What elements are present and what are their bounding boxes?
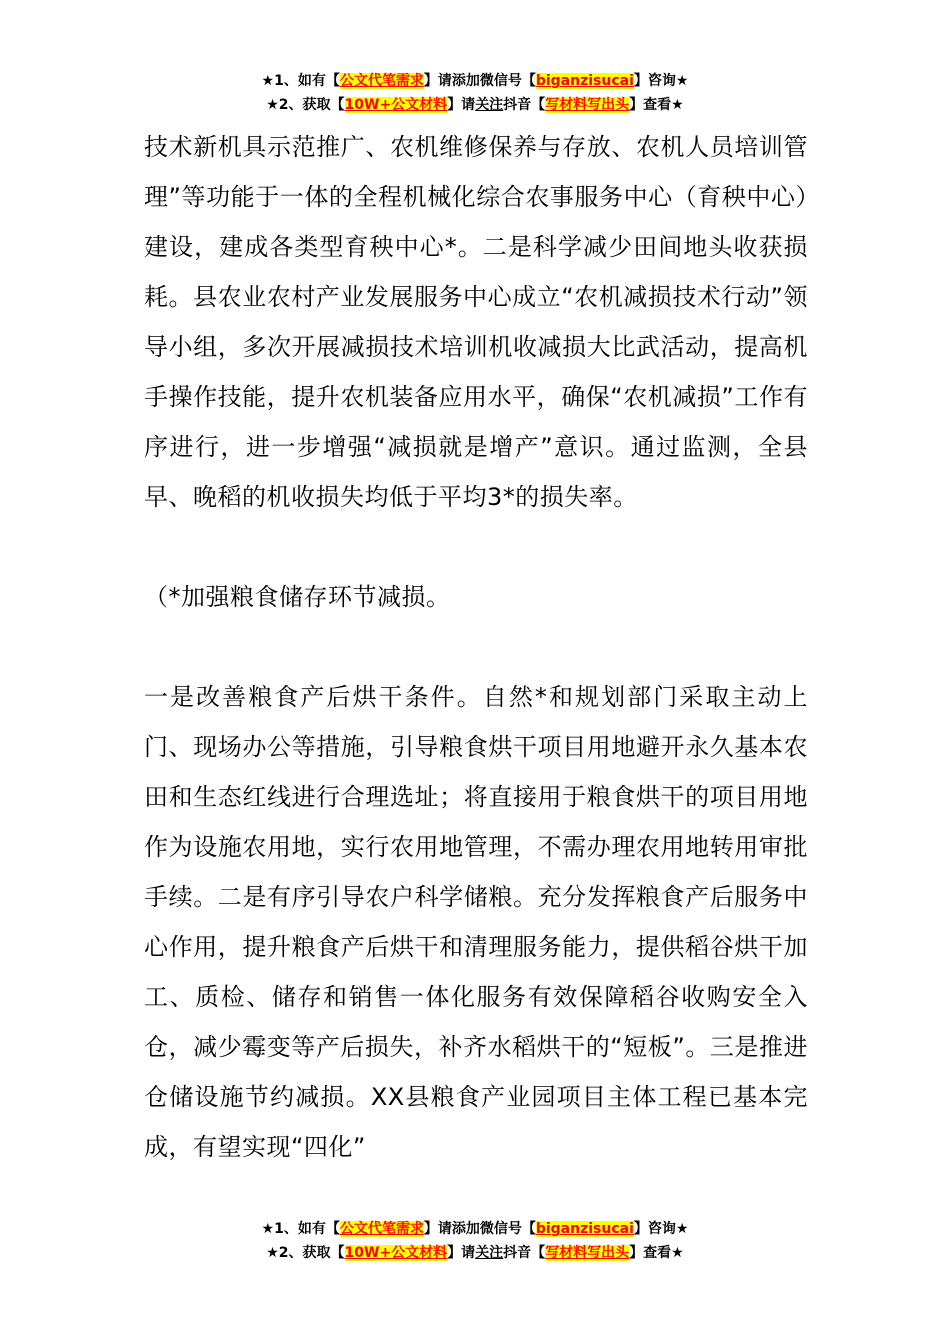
paragraph-spacer bbox=[144, 622, 808, 672]
promo-line-1: ★1、如有【公文代笔需求】请添加微信号【biganzisucai】咨询★ bbox=[261, 73, 689, 89]
promo-highlight-wechat-id: biganzisucai bbox=[535, 73, 634, 89]
promo-highlight-wechat-id: biganzisucai bbox=[535, 1221, 634, 1237]
body-paragraph-2: 一是改善粮食产后烘干条件。自然*和规划部门采取主动上门、现场办公等措施，引导粮食烘干项目用地避开永久基本农田和生态红线进行合理选址；将直接用于粮食烘干的项目用地作为设施农用地，实行农用地管理，不需办理农用地转用审批手续。二是有序引导农户科学储粮。充分发挥粮食产后服务中心作用，提升粮食产后烘干和清理服务能力，提供稻谷烘干加工、质检、储存和销售一体化服务有效保障稻谷收购安全入仓，减少霉变等产后损失，补齐水稻烘干的“短板”。三是推进仓储设施节约减损。XX县粮食产业园项目主体工程已基本完成，有望实现“四化” bbox=[144, 683, 808, 1161]
body-paragraph-1: 技术新机具示范推广、农机维修保养与存放、农机人员培训管理”等功能于一体的全程机械化综合农事服务中心（育秧中心）建设，建成各类型育秧中心*。二是科学减少田间地头收获损耗。县农业农村产业发展服务中心成立“农机减损技术行动”领导小组，多次开展减损技术培训机收减损大比武活动，提高机手操作技能，提升农机装备应用水平，确保“农机减损”工作有序进行，进一步增强“减损就是增产”意识。通过监测，全县早、晚稻的机收损失均低于平均3*的损失率。 bbox=[144, 133, 808, 511]
promo-line-1: ★1、如有【公文代笔需求】请添加微信号【biganzisucai】咨询★ bbox=[261, 1221, 689, 1237]
promo-highlight-douyin: 写材料写出头 bbox=[545, 1245, 630, 1261]
document-body bbox=[144, 122, 808, 1172]
header-promo-banner bbox=[0, 69, 950, 117]
footer-promo-banner bbox=[0, 1217, 950, 1265]
paragraph-spacer bbox=[144, 522, 808, 572]
section-heading: （*加强粮食储存环节减损。 bbox=[144, 583, 451, 611]
promo-line-2: ★2、获取【10W+公文材料】请关注抖音【写材料写出头】查看★ bbox=[266, 97, 684, 113]
promo-highlight-service: 公文代笔需求 bbox=[339, 1221, 424, 1237]
promo-line-2: ★2、获取【10W+公文材料】请关注抖音【写材料写出头】查看★ bbox=[266, 1245, 684, 1261]
promo-highlight-materials: 10W+公文材料 bbox=[344, 97, 448, 113]
promo-highlight-douyin: 写材料写出头 bbox=[545, 97, 630, 113]
promo-highlight-materials: 10W+公文材料 bbox=[344, 1245, 448, 1261]
promo-highlight-service: 公文代笔需求 bbox=[339, 73, 424, 89]
